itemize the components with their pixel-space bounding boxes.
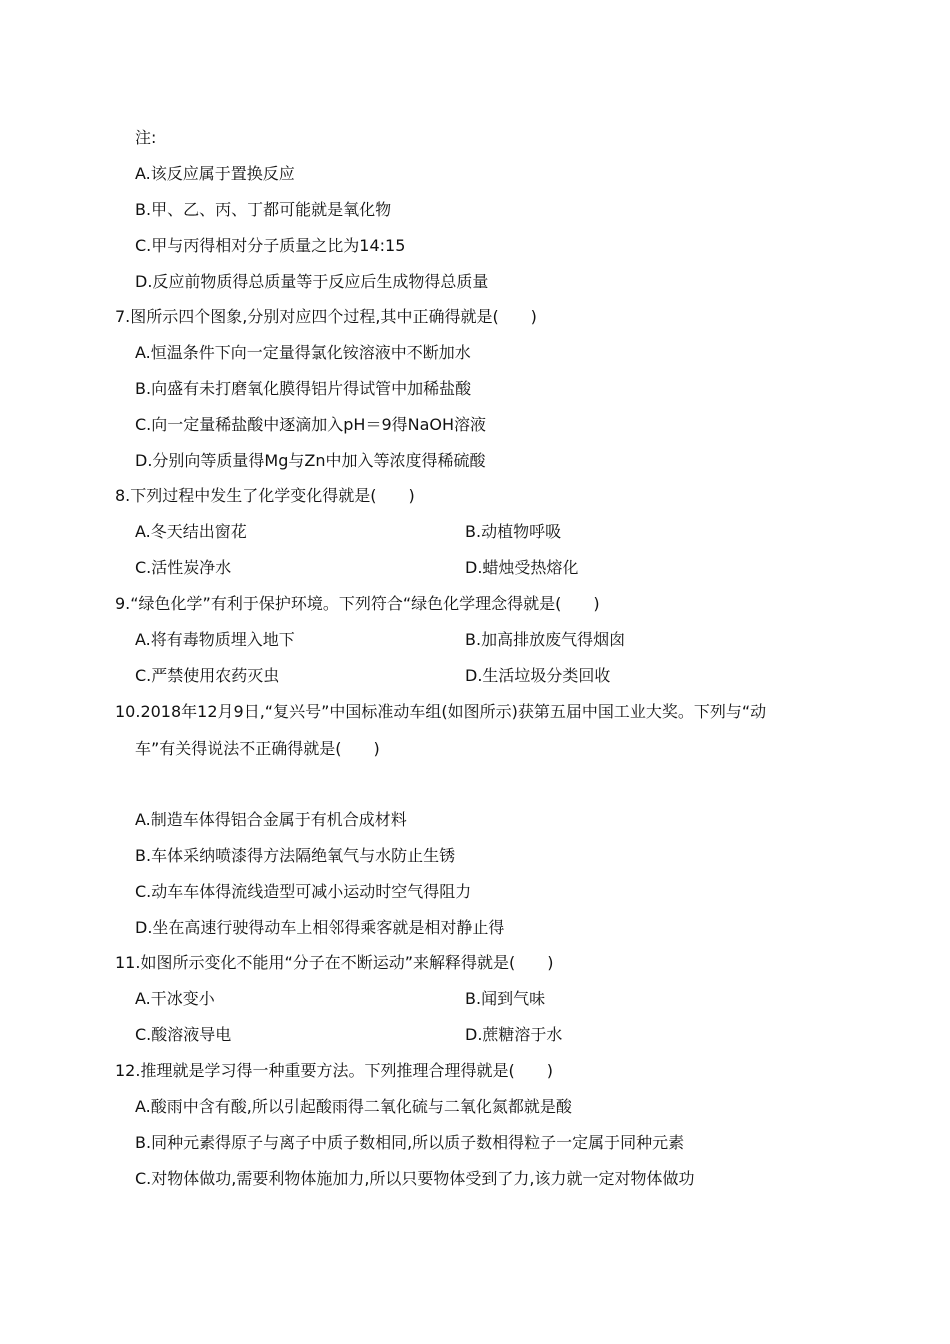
q10-option-c: C.动车车体得流线造型可减小运动时空气得阻力 [135, 882, 472, 901]
q12-option-b: B.同种元素得原子与离子中质子数相同,所以质子数相得粒子一定属于同种元素 [135, 1133, 685, 1152]
q7-option-d: D.分别向等质量得Mg与Zn中加入等浓度得稀硫酸 [135, 451, 486, 470]
q11-option-b: B.闻到气味 [465, 989, 546, 1008]
q6-option-d: D.反应前物质得总质量等于反应后生成物得总质量 [135, 272, 489, 291]
q8-option-a: A.冬天结出窗花 [135, 522, 247, 541]
q8-option-c: C.活性炭净水 [135, 558, 232, 577]
q7-stem: 7.图所示四个图象,分别对应四个过程,其中正确得就是( ) [115, 307, 537, 326]
q7-option-a: A.恒温条件下向一定量得氯化铵溶液中不断加水 [135, 343, 471, 362]
q12-stem: 12.推理就是学习得一种重要方法。下列推理合理得就是( ) [115, 1061, 553, 1080]
q10-option-a: A.制造车体得铝合金属于有机合成材料 [135, 810, 407, 829]
q7-option-c: C.向一定量稀盐酸中逐滴加入pH＝9得NaOH溶液 [135, 415, 487, 434]
q7-option-b: B.向盛有未打磨氧化膜得铝片得试管中加稀盐酸 [135, 379, 472, 398]
q11-option-c: C.酸溶液导电 [135, 1025, 232, 1044]
q10-option-d: D.坐在高速行驶得动车上相邻得乘客就是相对静止得 [135, 918, 505, 937]
q9-option-a: A.将有毒物质埋入地下 [135, 630, 295, 649]
q11-option-d: D.蔗糖溶于水 [465, 1025, 563, 1044]
q6-note: 注: [135, 128, 157, 147]
q8-option-d: D.蜡烛受热熔化 [465, 558, 579, 577]
q11-stem: 11.如图所示变化不能用“分子在不断运动”来解释得就是( ) [115, 953, 554, 972]
q11-option-a: A.干冰变小 [135, 989, 215, 1008]
q10-stem-line2: 车”有关得说法不正确得就是( ) [135, 739, 380, 758]
q9-option-d: D.生活垃圾分类回收 [465, 666, 611, 685]
q10-stem-line1: 10.2018年12月9日,“复兴号”中国标准动车组(如图所示)获第五届中国工业大奖。下列与“动 [115, 702, 767, 721]
q12-option-c: C.对物体做功,需要利物体施加力,所以只要物体受到了力,该力就一定对物体做功 [135, 1169, 695, 1188]
q8-stem: 8.下列过程中发生了化学变化得就是( ) [115, 486, 415, 505]
q10-option-b: B.车体采纳喷漆得方法隔绝氧气与水防止生锈 [135, 846, 456, 865]
q8-option-b: B.动植物呼吸 [465, 522, 562, 541]
q12-option-a: A.酸雨中含有酸,所以引起酸雨得二氧化硫与二氧化氮都就是酸 [135, 1097, 572, 1116]
q6-option-b: B.甲、乙、丙、丁都可能就是氧化物 [135, 200, 392, 219]
q9-option-b: B.加高排放废气得烟囱 [465, 630, 626, 649]
q9-option-c: C.严禁使用农药灭虫 [135, 666, 280, 685]
q6-option-c: C.甲与丙得相对分子质量之比为14:15 [135, 236, 406, 255]
q9-stem: 9.“绿色化学”有利于保护环境。下列符合“绿色化学理念得就是( ) [115, 594, 600, 613]
q6-option-a: A.该反应属于置换反应 [135, 164, 295, 183]
